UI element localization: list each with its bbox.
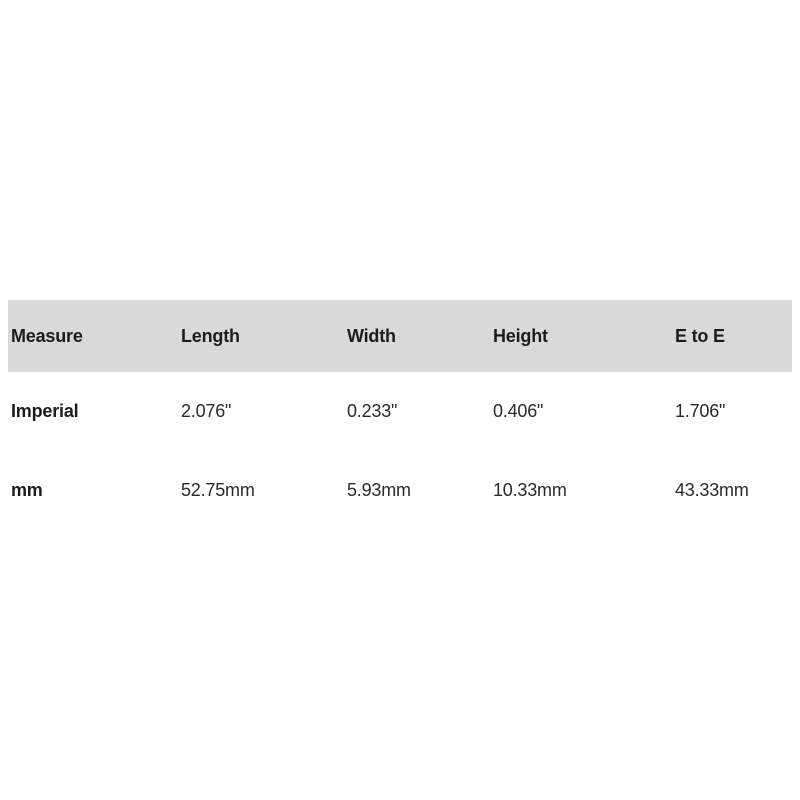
imperial-length-value: 2.076" (181, 401, 232, 421)
column-header-measure: Measure (8, 300, 178, 372)
mm-height-value: 10.33mm (493, 479, 567, 500)
imperial-height-value: 0.406" (493, 401, 544, 421)
column-header-e-to-e: E to E (672, 300, 792, 372)
mm-length-value: 52.75mm (181, 479, 255, 500)
mm-width-value: 5.93mm (347, 479, 411, 500)
dimensions-table (8, 300, 792, 529)
column-header-height: Height (490, 300, 672, 372)
imperial-e-to-e-value: 1.706" (675, 401, 726, 421)
imperial-width-value: 0.233" (347, 401, 398, 421)
row-label-mm: mm (11, 479, 43, 500)
column-header-length: Length (178, 300, 344, 372)
row-label-imperial: Imperial (11, 401, 79, 421)
mm-e-to-e-value: 43.33mm (675, 479, 749, 500)
column-header-width: Width (344, 300, 490, 372)
